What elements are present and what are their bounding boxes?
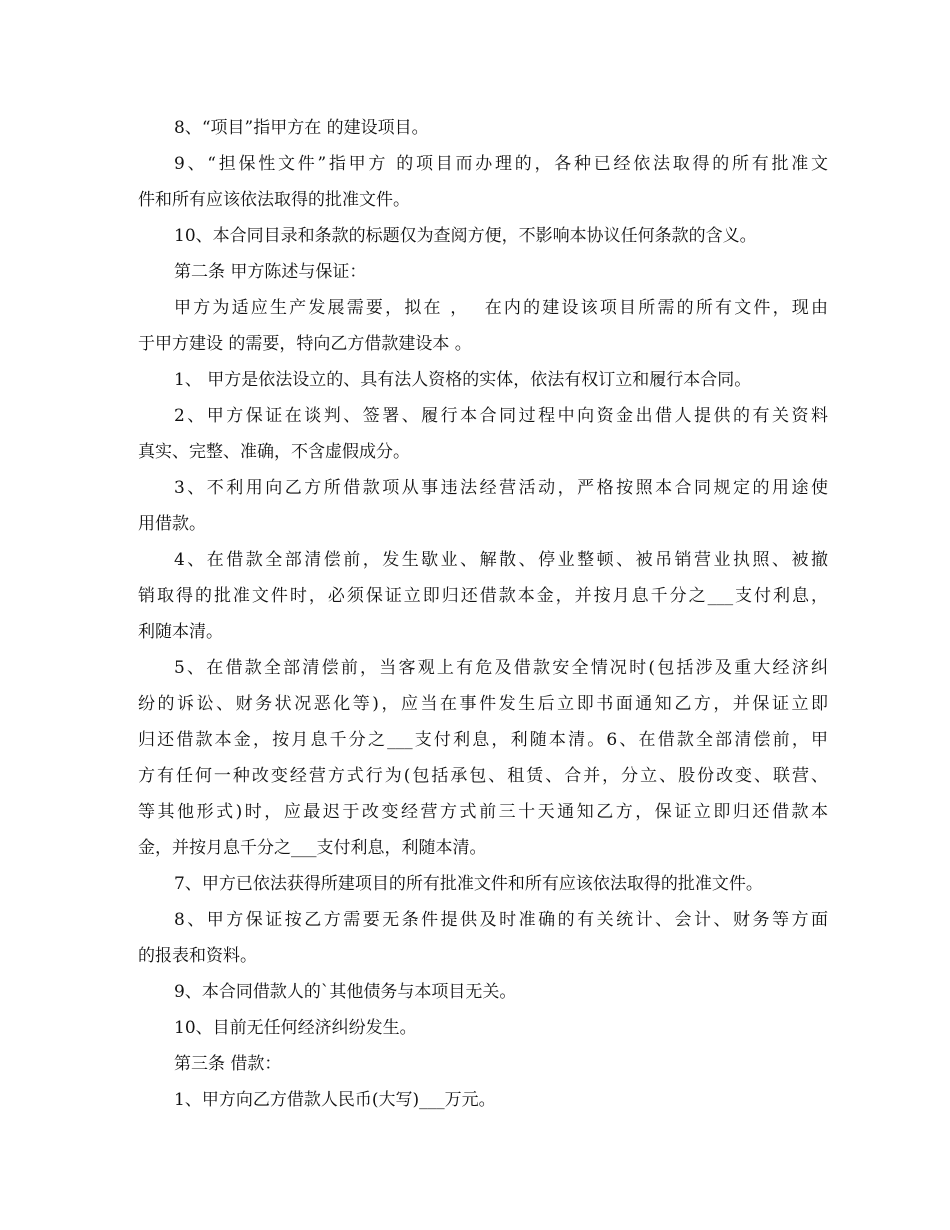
warranty-3-line-2: 用借款。 bbox=[138, 514, 206, 534]
article-2-heading: 第二条 甲方陈述与保证： bbox=[174, 262, 367, 282]
warranty-5-line-3: 归还借款本金，按月息千分之___支付利息，利随本清。6、在借款全部清偿前，甲 bbox=[138, 730, 828, 750]
warranty-5-line-2: 纷的诉讼、财务状况恶化等)，应当在事件发生后立即书面通知乙方，并保证立即 bbox=[138, 694, 828, 714]
clause-2-9-line-1: 9、“担保性文件”指甲方 的项目而办理的，各种已经依法取得的所有批准文 bbox=[174, 154, 828, 174]
article-2-intro-line-2: 于甲方建设 的需要，特向乙方借款建设本 。 bbox=[138, 334, 472, 354]
article-3-heading: 第三条 借款： bbox=[174, 1054, 282, 1074]
warranty-10-line: 10、目前无任何经济纠纷发生。 bbox=[174, 1018, 417, 1038]
warranty-4-line-3: 利随本清。 bbox=[138, 622, 223, 642]
article-2-intro-line-1: 甲方为适应生产发展需要，拟在 ， 在内的建设该项目所需的所有文件，现由 bbox=[174, 298, 828, 318]
warranty-4-line-1: 4、在借款全部清偿前，发生歇业、解散、停业整顿、被吊销营业执照、被撤 bbox=[174, 550, 828, 570]
warranty-2-line-1: 2、甲方保证在谈判、签署、履行本合同过程中向资金出借人提供的有关资料 bbox=[174, 406, 828, 426]
clause-2-9-line-2: 件和所有应该依法取得的批准文件。 bbox=[138, 190, 410, 210]
warranty-6-line-1: 方有任何一种改变经营方式行为(包括承包、租赁、合并，分立、股份改变、联营、 bbox=[138, 766, 828, 786]
warranty-9-line: 9、本合同借款人的`其他债务与本项目无关。 bbox=[174, 982, 517, 1002]
clause-2-10-line: 10、本合同目录和条款的标题仅为查阅方便，不影响本协议任何条款的含义。 bbox=[174, 226, 757, 246]
warranty-2-line-2: 真实、完整、准确，不含虚假成分。 bbox=[138, 442, 410, 462]
warranty-8-line-1: 8、甲方保证按乙方需要无条件提供及时准确的有关统计、会计、财务等方面 bbox=[174, 910, 828, 930]
warranty-6-line-2: 等其他形式)时，应最迟于改变经营方式前三十天通知乙方，保证立即归还借款本 bbox=[138, 802, 828, 822]
warranty-7-line: 7、甲方已依法获得所建项目的所有批准文件和所有应该依法取得的批准文件。 bbox=[174, 874, 763, 894]
loan-1-line: 1、甲方向乙方借款人民币(大写)___万元。 bbox=[174, 1090, 496, 1110]
warranty-6-line-3: 金，并按月息千分之___支付利息，利随本清。 bbox=[138, 838, 487, 858]
warranty-3-line-1: 3、不利用向乙方所借款项从事违法经营活动，严格按照本合同规定的用途使 bbox=[174, 478, 828, 498]
warranty-1-line: 1、 甲方是依法设立的、具有法人资格的实体，依法有权订立和履行本合同。 bbox=[174, 370, 752, 390]
warranty-4-line-2: 销取得的批准文件时，必须保证立即归还借款本金，并按月息千分之___支付利息， bbox=[138, 586, 828, 606]
warranty-5-line-1: 5、在借款全部清偿前，当客观上有危及借款安全情况时(包括涉及重大经济纠 bbox=[174, 658, 828, 678]
warranty-8-line-2: 的报表和资料。 bbox=[138, 946, 257, 966]
clause-2-8-line: 8、“项目”指甲方在 的建设项目。 bbox=[174, 118, 429, 138]
